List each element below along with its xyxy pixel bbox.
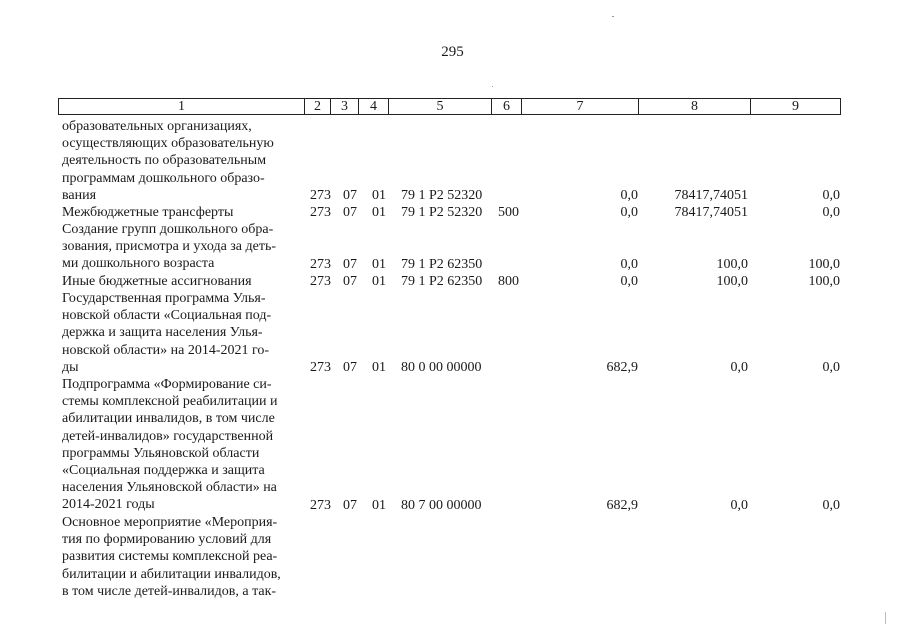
header-col-9: 9 — [792, 99, 799, 114]
cell-target-article: 80 0 00 00000 — [401, 360, 482, 375]
cell-section: 07 — [343, 188, 357, 203]
desc-line: ми дошкольного возраста — [62, 256, 215, 272]
cell-section: 07 — [343, 498, 357, 513]
cell-col8-value: 78417,74051 — [674, 205, 748, 220]
cell-ministry-code: 273 — [310, 498, 331, 513]
header-col-3: 3 — [331, 99, 359, 114]
row-description — [62, 290, 302, 376]
desc-line: Иные бюджетные ассигнования — [62, 274, 252, 289]
desc-line: стемы комплексной реабилитации и — [62, 394, 278, 410]
row-description — [62, 376, 302, 514]
desc-line: образовательных организациях, — [62, 119, 252, 134]
header-col-7: 7 — [522, 99, 639, 114]
page-number: 295 — [441, 44, 464, 60]
scan-speck — [612, 16, 614, 17]
cell-col7-value: 682,9 — [606, 498, 638, 513]
desc-line: Межбюджетные трансферты — [62, 205, 234, 220]
header-col-5: 5 — [389, 99, 492, 114]
desc-line: зования, присмотра и ухода за деть- — [62, 239, 277, 255]
cell-ministry-code: 273 — [310, 274, 331, 289]
cell-col7-value: 0,0 — [620, 274, 638, 289]
cell-expense-type: 500 — [498, 205, 519, 220]
desc-line: новской области» на 2014-2021 го- — [62, 342, 270, 358]
cell-ministry-code: 273 — [310, 257, 331, 272]
header-col-2: 2 — [305, 99, 331, 114]
cell-ministry-code: 273 — [310, 205, 331, 220]
cell-subsection: 01 — [372, 257, 386, 272]
scan-speck — [885, 612, 886, 624]
desc-line: тия по формированию условий для — [62, 532, 272, 548]
desc-line: Создание групп дошкольного обра- — [62, 222, 274, 237]
desc-line: развития системы комплексной реа- — [62, 549, 278, 565]
cell-col7-value: 0,0 — [620, 205, 638, 220]
scan-speck — [492, 86, 493, 87]
cell-ministry-code: 273 — [310, 188, 331, 203]
cell-section: 07 — [343, 274, 357, 289]
header-col-6: 6 — [492, 99, 522, 114]
desc-line: детей-инвалидов» государственной — [62, 428, 274, 444]
cell-col8-value: 78417,74051 — [674, 188, 748, 203]
cell-col8-value: 100,0 — [716, 274, 748, 289]
row-description — [62, 204, 302, 221]
row-description — [62, 273, 302, 290]
desc-line: «Социальная поддержка и защита — [62, 463, 265, 479]
cell-col7-value: 682,9 — [606, 360, 638, 375]
cell-subsection: 01 — [372, 188, 386, 203]
desc-line: билитации и абилитации инвалидов, — [62, 566, 281, 582]
cell-col9-value: 0,0 — [822, 188, 840, 203]
row-description — [62, 221, 302, 273]
desc-line: деятельность по образовательным — [62, 153, 267, 169]
desc-line: ды — [62, 359, 79, 375]
cell-col9-value: 0,0 — [822, 205, 840, 220]
cell-col9-value: 0,0 — [822, 360, 840, 375]
cell-subsection: 01 — [372, 274, 386, 289]
cell-section: 07 — [343, 205, 357, 220]
cell-col7-value: 0,0 — [620, 257, 638, 272]
cell-ministry-code: 273 — [310, 360, 331, 375]
cell-col8-value: 100,0 — [716, 257, 748, 272]
desc-line: Государственная программа Улья- — [62, 291, 266, 306]
cell-col9-value: 100,0 — [808, 274, 840, 289]
cell-col8-value: 0,0 — [730, 498, 748, 513]
cell-target-article: 79 1 P2 52320 — [401, 205, 483, 220]
desc-line: программы Ульяновской области — [62, 445, 260, 461]
row-description — [62, 118, 302, 204]
desc-line: держка и защита населения Улья- — [62, 325, 263, 341]
desc-line: программам дошкольного образо- — [62, 170, 265, 186]
cell-col9-value: 100,0 — [808, 257, 840, 272]
header-col-4: 4 — [359, 99, 389, 114]
cell-subsection: 01 — [372, 360, 386, 375]
desc-line: Подпрограмма «Формирование си- — [62, 377, 272, 392]
desc-line: осуществляющих образовательную — [62, 136, 274, 152]
cell-col7-value: 0,0 — [620, 188, 638, 203]
desc-line: абилитации инвалидов, в том числе — [62, 411, 275, 427]
row-description — [62, 514, 302, 600]
cell-section: 07 — [343, 257, 357, 272]
desc-line: 2014-2021 годы — [62, 497, 155, 513]
cell-subsection: 01 — [372, 205, 386, 220]
cell-col9-value: 0,0 — [822, 498, 840, 513]
cell-target-article: 79 1 P2 62350 — [401, 274, 483, 289]
desc-line: новской области «Социальная под- — [62, 308, 272, 324]
cell-target-article: 79 1 P2 62350 — [401, 257, 483, 272]
desc-line: в том числе детей-инвалидов, а так- — [62, 583, 277, 599]
cell-target-article: 80 7 00 00000 — [401, 498, 482, 513]
desc-line: вания — [62, 187, 97, 203]
cell-target-article: 79 1 P2 52320 — [401, 188, 483, 203]
desc-line: Основное мероприятие «Мероприя- — [62, 515, 278, 530]
cell-subsection: 01 — [372, 498, 386, 513]
header-col-8: 8 — [639, 99, 751, 114]
cell-col8-value: 0,0 — [730, 360, 748, 375]
cell-section: 07 — [343, 360, 357, 375]
header-col-1: 1 — [59, 99, 305, 114]
cell-expense-type: 800 — [498, 274, 519, 289]
desc-line: населения Ульяновской области» на — [62, 480, 277, 496]
